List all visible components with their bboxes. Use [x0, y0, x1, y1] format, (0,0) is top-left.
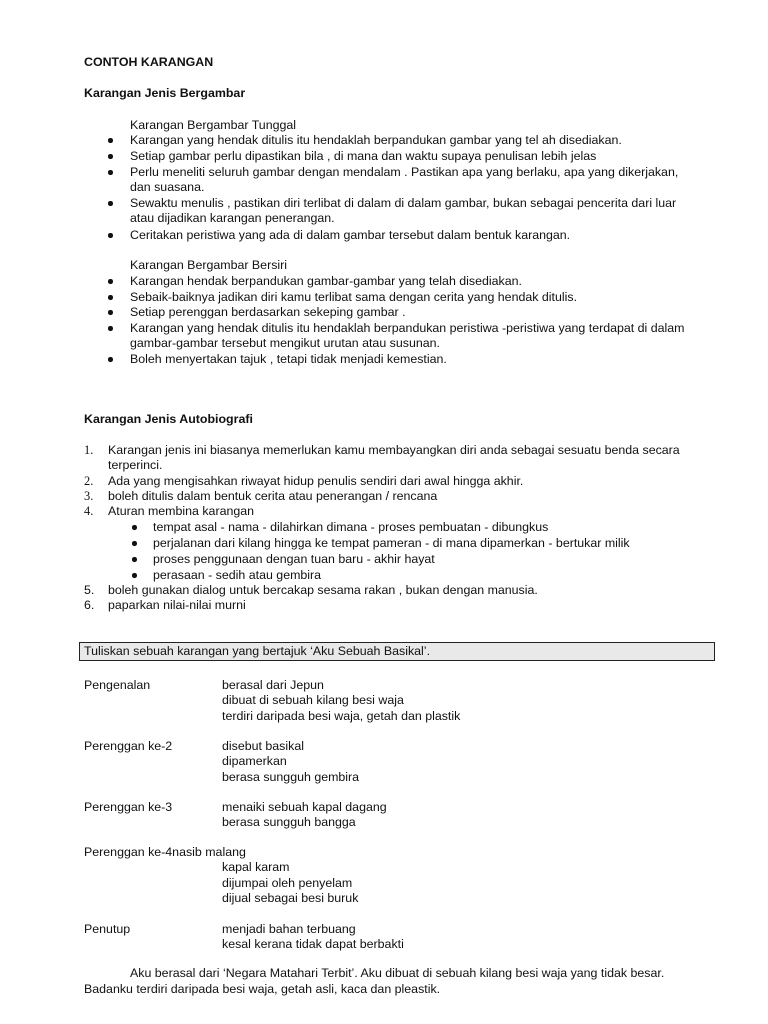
outline-point: berasa sungguh gembira: [222, 770, 360, 784]
list-item-continuation: terperinci.: [108, 458, 163, 472]
outline-point: disebut basikal: [222, 739, 304, 753]
bullet-icon: [108, 326, 113, 331]
list-item: Setiap gambar perlu dipastikan bila , di mana dan waktu supaya penulisan lebih jelas: [130, 149, 597, 163]
list-item-continuation: atau dijadikan karangan penerangan.: [130, 211, 335, 225]
list-number: 1.: [84, 443, 94, 457]
outline-point: dijumpai oleh penyelam: [222, 876, 353, 890]
bullet-icon: [108, 295, 113, 300]
bullet-icon: [108, 138, 113, 143]
task-box: [79, 642, 715, 661]
bullet-icon: [108, 154, 113, 159]
list-item: Sebaik-baiknya jadikan diri kamu terlibat sama dengan cerita yang hendak ditulis.: [130, 290, 578, 304]
list-item: Sewaktu menulis , pastikan diri terlibat di dalam di dalam gambar, bukan sebagai pencerita dari luar: [130, 196, 677, 210]
list-item-continuation: dan suasana.: [130, 180, 205, 194]
list-item: Perlu meneliti seluruh gambar dengan mendalam . Pastikan apa yang berlaku, apa yang dikerjakan,: [130, 165, 679, 179]
bullet-icon: [132, 541, 137, 546]
outline-point: kapal karam: [222, 860, 290, 874]
outline-point: menaiki sebuah kapal dagang: [222, 800, 387, 814]
outline-point: dibuat di sebuah kilang besi waja: [222, 693, 404, 707]
section-heading-autobiografi: Karangan Jenis Autobiografi: [84, 412, 253, 426]
list-item-continuation: gambar-gambar tersebut mengikut urutan atau susunan.: [130, 336, 440, 350]
list-item: paparkan nilai-nilai murni: [108, 598, 246, 612]
outline-point: dijual sebagai besi buruk: [222, 891, 359, 905]
subsection-title-bersiri: Karangan Bergambar Bersiri: [130, 258, 288, 272]
list-number: 5.: [84, 583, 95, 597]
sub-list-item: tempat asal - nama - dilahirkan dimana - proses pembuatan - dibungkus: [153, 520, 549, 534]
bullet-icon: [108, 357, 113, 362]
outline-label: Penutup: [84, 922, 131, 936]
outline-label: Perenggan ke-3: [84, 800, 173, 814]
essay-paragraph-line: Badanku terdiri daripada besi waja, getah asli, kaca dan pleastik.: [84, 982, 441, 996]
list-item: Karangan yang hendak ditulis itu hendaklah berpandukan gambar yang tel ah disediakan.: [130, 133, 622, 147]
list-number: 3.: [84, 489, 94, 503]
list-item: Aturan membina karangan: [108, 504, 255, 518]
outline-point: kesal kerana tidak dapat berbakti: [222, 937, 404, 951]
bullet-icon: [108, 279, 113, 284]
subsection-title-tunggal: Karangan Bergambar Tunggal: [130, 118, 297, 132]
outline-point: dipamerkan: [222, 754, 287, 768]
essay-paragraph-line: Aku berasal dari ‘Negara Matahari Terbit’. Aku dibuat di sebuah kilang besi waja yang tidak besar.: [130, 966, 665, 980]
bullet-icon: [108, 170, 113, 175]
list-item: Karangan yang hendak ditulis itu hendaklah berpandukan peristiwa -peristiwa yang terdapat di dalam: [130, 321, 685, 335]
document-title: CONTOH KARANGAN: [84, 55, 214, 69]
list-item: Setiap perenggan berdasarkan sekeping gambar .: [130, 305, 406, 319]
bullet-icon: [132, 573, 137, 578]
sub-list-item: perjalanan dari kilang hingga ke tempat pameran - di mana dipamerkan - bertukar milik: [153, 536, 630, 550]
outline-point: terdiri daripada besi waja, getah dan plastik: [222, 709, 461, 723]
list-item: boleh gunakan dialog untuk bercakap sesama rakan , bukan dengan manusia.: [108, 583, 538, 597]
sub-list-item: perasaan - sedih atau gembira: [153, 568, 322, 582]
list-item: Karangan jenis ini biasanya memerlukan kamu membayangkan diri anda sebagai sesuatu benda secara: [108, 443, 680, 457]
outline-label: Pengenalan: [84, 678, 151, 692]
bullet-icon: [108, 233, 113, 238]
bullet-icon: [108, 310, 113, 315]
bullet-icon: [132, 557, 137, 562]
list-item: Boleh menyertakan tajuk , tetapi tidak menjadi kemestian.: [130, 352, 447, 366]
bullet-icon: [132, 525, 137, 530]
outline-point: berasal dari Jepun: [222, 678, 324, 692]
list-number: 6.: [84, 598, 95, 612]
bullet-icon: [108, 201, 113, 206]
section-heading-bergambar: Karangan Jenis Bergambar: [84, 86, 246, 100]
list-item: Karangan hendak berpandukan gambar-gambar yang telah disediakan.: [130, 274, 522, 288]
list-number: 4.: [84, 504, 94, 518]
sub-list-item: proses penggunaan dengan tuan baru - akhir hayat: [153, 552, 435, 566]
outline-label: Perenggan ke-4nasib malang: [84, 845, 246, 859]
list-item: Ada yang mengisahkan riwayat hidup penulis sendiri dari awal hingga akhir.: [108, 474, 524, 488]
outline-point: berasa sungguh bangga: [222, 815, 356, 829]
outline-label: Perenggan ke-2: [84, 739, 173, 753]
list-number: 2.: [84, 474, 94, 488]
list-item: boleh ditulis dalam bentuk cerita atau penerangan / rencana: [108, 489, 438, 503]
outline-point: menjadi bahan terbuang: [222, 922, 356, 936]
list-item: Ceritakan peristiwa yang ada di dalam gambar tersebut dalam bentuk karangan.: [130, 228, 571, 242]
task-text: Tuliskan sebuah karangan yang bertajuk ‘Aku Sebuah Basikal’.: [84, 644, 431, 658]
